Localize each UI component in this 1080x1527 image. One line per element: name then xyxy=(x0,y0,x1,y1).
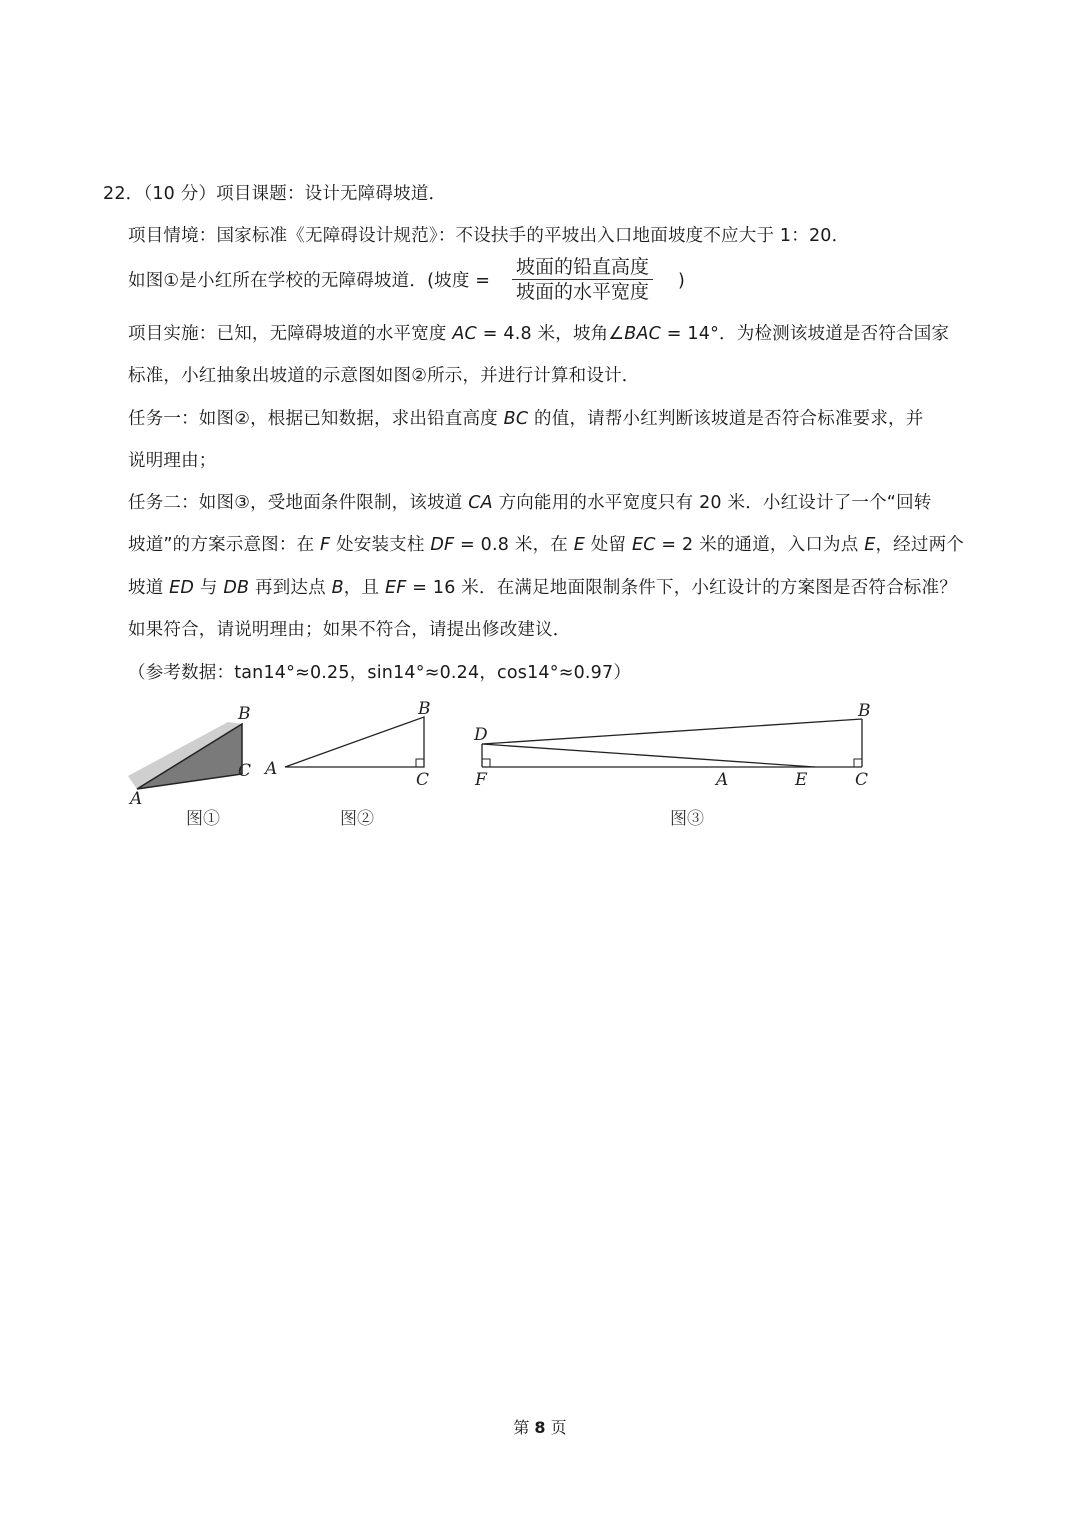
fig3-label-D: D xyxy=(474,725,488,745)
problem-header: 22．（10 分）项目课题：设计无障碍坡道． xyxy=(103,184,447,204)
implementation-line2: 标准，小红抽象出坡道的示意图如图②所示，并进行计算和设计． xyxy=(128,366,640,386)
ramp-ED xyxy=(482,744,815,767)
reference-data: （参考数据：tan14°≈0.25，sin14°≈0.24，cos14°≈0.97） xyxy=(128,663,632,683)
fig2-right-angle-mark xyxy=(416,759,424,767)
ramp-side xyxy=(137,724,242,789)
figure1-intro-close: ) xyxy=(678,271,686,291)
figure1-intro: 如图①是小红所在学校的无障碍坡道．(坡度 = xyxy=(128,271,491,291)
slope-numerator: 坡面的铅直高度 xyxy=(512,256,653,280)
project-situation: 项目情境：国家标准《无障碍设计规范》：不设扶手的平坡出入口地面坡度不应大于 1：20． xyxy=(128,226,850,246)
fig3-label-C: C xyxy=(855,770,869,790)
page-number: 8 xyxy=(534,1418,546,1437)
fig3-label-B: B xyxy=(858,701,871,721)
slope-fraction xyxy=(512,256,653,303)
page-footer: 第 8 页 xyxy=(513,1418,567,1437)
fig3-caption: 图③ xyxy=(670,809,704,829)
task2-line1: 任务二：如图③，受地面条件限制，该坡道 CA 方向能用的水平宽度只有 20 米．小红设计了一个“回转 xyxy=(128,493,932,513)
fig1-label-C: C xyxy=(238,761,252,781)
task2-line4: 如果符合，请说明理由；如果不符合，请提出修改建议． xyxy=(128,620,571,640)
fig3-label-A: A xyxy=(716,770,729,790)
fig2-label-B: B xyxy=(418,699,431,719)
figures xyxy=(0,690,1080,840)
fig2-label-A: A xyxy=(265,759,278,779)
fig1-caption: 图① xyxy=(186,809,220,829)
figure3 xyxy=(473,701,871,829)
figure1 xyxy=(128,704,251,829)
task1-line2: 说明理由； xyxy=(128,451,217,471)
ramp-DB xyxy=(482,719,862,744)
fig3-label-E: E xyxy=(795,770,808,790)
fig3-label-F: F xyxy=(475,770,487,790)
task2-line2: 坡道”的方案示意图：在 F 处安装支柱 DF = 0.8 米，在 E 处留 EC = 2 米的通道，入口为点 E，经过两个 xyxy=(128,535,964,555)
fig1-label-B: B xyxy=(238,704,251,724)
triangle-ABC xyxy=(285,717,424,767)
fig1-label-A: A xyxy=(130,789,143,809)
slope-denominator: 坡面的水平宽度 xyxy=(516,281,650,303)
task1-line1: 任务一：如图②，根据已知数据，求出铅直高度 BC 的值，请帮小红判断该坡道是否符合标准要求，并 xyxy=(128,409,924,429)
fig2-label-C: C xyxy=(416,770,430,790)
fig2-caption: 图② xyxy=(340,809,374,829)
fig3-right-angle-F xyxy=(482,759,490,767)
task2-line3: 坡道 ED 与 DB 再到达点 B，且 EF = 16 米．在满足地面限制条件下，小红设计的方案图是否符合标准？ xyxy=(128,578,957,598)
figure2 xyxy=(263,699,431,829)
fig3-right-angle-C xyxy=(854,759,862,767)
implementation-line1: 项目实施：已知，无障碍坡道的水平宽度 AC = 4.8 米，坡角∠BAC = 14°．为检测该坡道是否符合国家 xyxy=(128,324,950,344)
